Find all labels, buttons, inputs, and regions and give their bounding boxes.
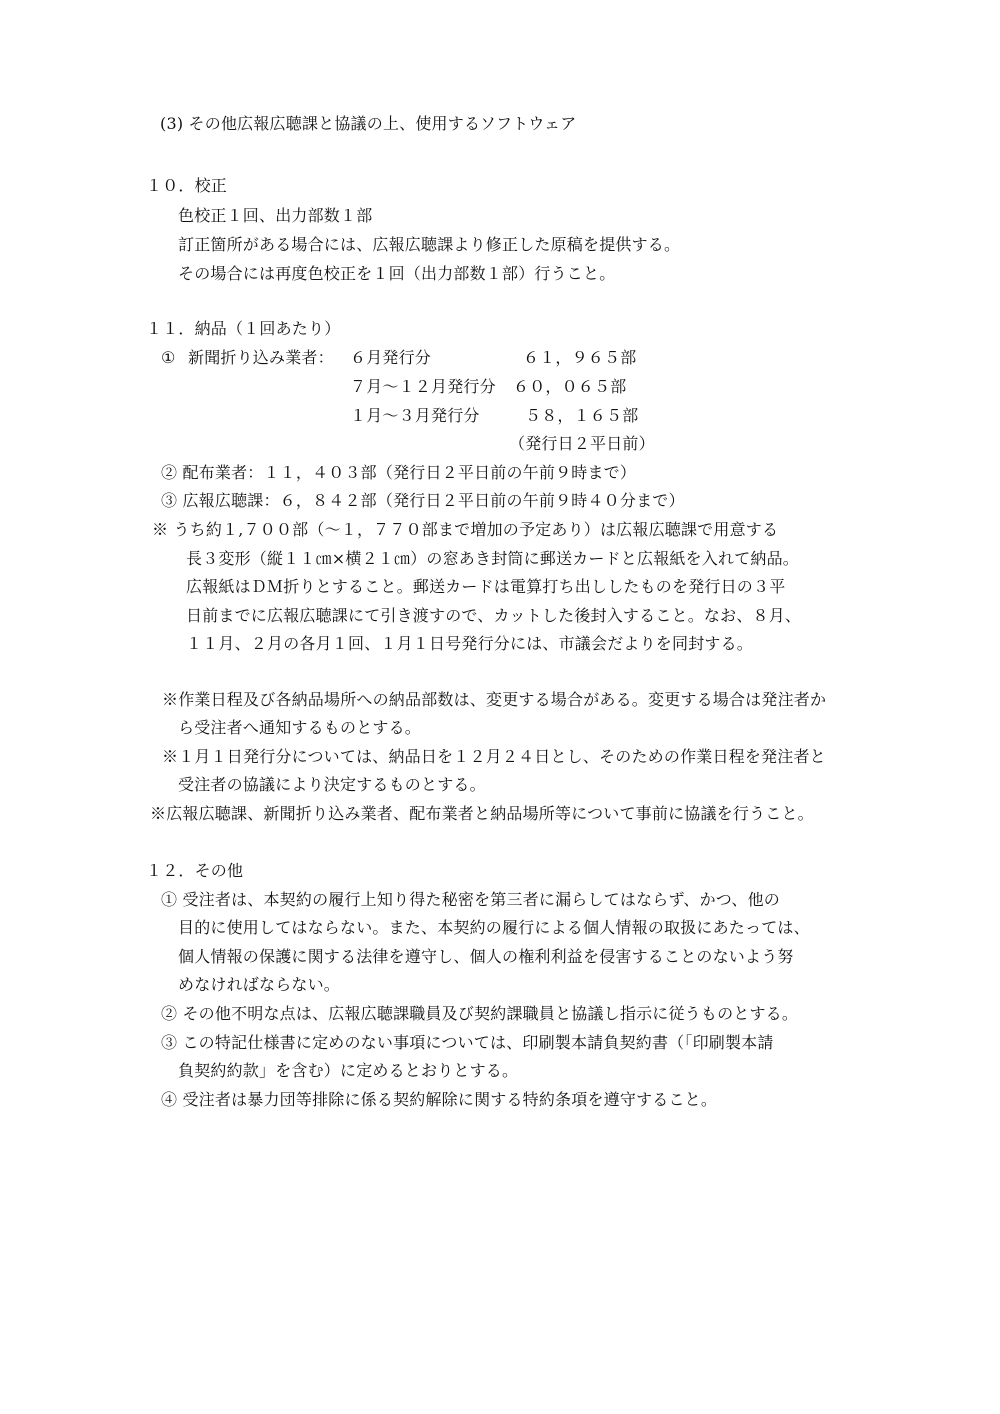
delivery-quantity: ６０，０６５部 <box>513 377 627 396</box>
note-2-line-2: 受注者の協議により決定するものとする。 <box>178 775 486 794</box>
section-12-heading: １２．その他 <box>146 861 244 880</box>
section-10-line-3: その場合には再度色校正を１回（出力部数１部）行うこと。 <box>178 264 616 283</box>
section-12-item-1-line: 個人情報の保護に関する法律を遵守し、個人の権利利益を侵害することのないよう努 <box>178 947 794 966</box>
section-11-note-line: ※ うち約１,７００部（～１，７７０部まで増加の予定あり）は広報広聴課で用意する <box>152 520 779 539</box>
section-12-item-3-line: 負契約約款」を含む）に定めるとおりとする。 <box>178 1061 519 1080</box>
section-10-heading: １０．校正 <box>146 176 228 195</box>
section-12-item-1-line: ① 受注者は、本契約の履行上知り得た秘密を第三者に漏らしてはならず、かつ、他の <box>161 890 780 909</box>
section-11-note-line: １１月、２月の各月１回、１月１日号発行分には、市議会だよりを同封する。 <box>186 634 754 653</box>
note-2-line-1: ※１月１日発行分については、納品日を１２月２４日とし、そのための作業日程を発注者と <box>162 747 826 766</box>
section-11-item-3: ③ 広報広聴課：６，８４２部（発行日２平日前の午前９時４０分まで） <box>161 491 685 510</box>
section-10-line-1: 色校正１回、出力部数１部 <box>178 206 373 225</box>
delivery-period: ６月発行分 <box>350 348 432 367</box>
note-3: ※広報広聴課、新聞折り込み業者、配布業者と納品場所等について事前に協議を行うこと。 <box>150 804 814 823</box>
section-12-item-4: ④ 受注者は暴力団等排除に係る契約解除に関する特約条項を遵守すること。 <box>161 1090 718 1109</box>
section-12-item-2: ② その他不明な点は、広報広聴課職員及び契約課職員と協議し指示に従うものとする。 <box>161 1004 799 1023</box>
section-11-item-1-vendor: 新聞折り込み業者： <box>188 348 334 367</box>
section-11-item-1-label: ① <box>161 348 176 367</box>
section-11-item-2: ② 配布業者：１１，４０３部（発行日２平日前の午前９時まで） <box>161 463 637 482</box>
section-11-note-line: 日前までに広報広聴課にて引き渡すので、カットした後封入すること。なお、８月、 <box>186 606 802 625</box>
delivery-quantity: ５８，１６５部 <box>525 406 639 425</box>
delivery-quantity: ６１，９６５部 <box>523 348 637 367</box>
section-12-item-1-line: 目的に使用してはならない。また、本契約の履行による個人情報の取扱にあたっては、 <box>178 918 810 937</box>
section-12-item-1-line: めなければならない。 <box>178 975 341 994</box>
note-1-line-2: ら受注者へ通知するものとする。 <box>178 718 422 737</box>
section-11-heading: １１．納品（１回あたり） <box>146 319 341 338</box>
note-1-line-1: ※作業日程及び各納品場所への納品部数は、変更する場合がある。変更する場合は発注者か <box>162 690 827 709</box>
section-9-item-3: (3) その他広報広聴課と協議の上、使用するソフトウェア <box>160 114 577 133</box>
section-10-line-2: 訂正箇所がある場合には、広報広聴課より修正した原稿を提供する。 <box>178 235 681 254</box>
delivery-period: ７月～１２月発行分 <box>350 377 496 396</box>
section-11-note-line: 広報紙はＤＭ折りとすること。郵送カードは電算打ち出ししたものを発行日の３平 <box>186 577 786 596</box>
delivery-deadline: （発行日２平日前） <box>509 434 655 453</box>
section-11-note-line: 長３変形（縦１１㎝×横２１㎝）の窓あき封筒に郵送カードと広報紙を入れて納品。 <box>186 549 800 568</box>
delivery-period: １月～３月発行分 <box>350 406 480 425</box>
section-12-item-3-line: ③ この特記仕様書に定めのない事項については、印刷製本請負契約書（「印刷製本請 <box>161 1033 774 1052</box>
